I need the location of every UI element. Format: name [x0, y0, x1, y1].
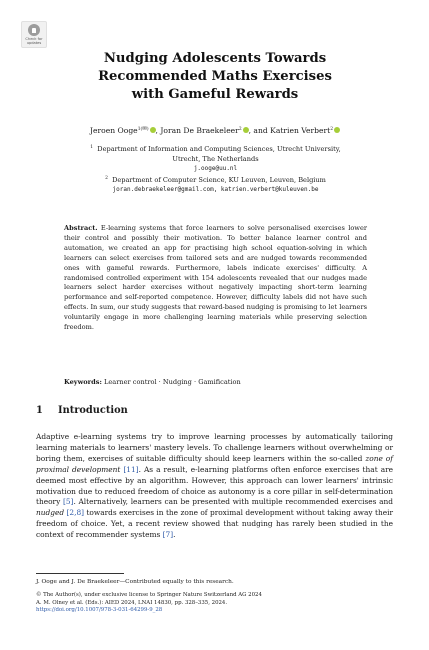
abstract-text: E-learning systems that force learners to solve personalised exercises lower their control and possibly their motivation. To better balance learner control and automation, we created an app for practising high school equation-solving in which learners can select exercises from tailored sets and are nudged towards recommended ones with gameful rewards. Furthermore, labels indicate exercises' difficulty. A randomised controlled experiment with 154 adolescents revealed that our nudges made learners select harder exercises without negatively impacting short-term learning performance and self-reported competence. However, difficulty labels did not have such effects. In sum, our study suggests that reward-based nudging is promising to let learners voluntarily engage in more challenging learning materials while preserving selection freedom.	[64, 224, 367, 332]
section-number: 1	[36, 405, 43, 416]
body-paragraph: Adaptive e-learning systems try to improve learning processes by automatically tailoring learning materials to learners' mastery levels. To challenge learners without overwhelming or boring them, exercises of suitable difficulty should keep learners within the so-called zone of proximal development [11]. As a result, e-learning platforms often enforce exercises that are deemed most effective by an algorithm. However, this approach can lower learners' intrinsic motivation due to reduced freedom of choice as autonomy is a core pillar in self-determination theory [5]. Alternatively, learners can be presented with multiple recommended exercises and nudged [2,8] towards exercises in the zone of proximal development without taking away their freedom of choice. Yet, a recent review showed that nudging has rarely been studied in the context of recommender systems [7].	[36, 432, 394, 540]
copyright-block	[36, 592, 393, 615]
author-superscript: 2	[238, 127, 242, 132]
abstract-label: Abstract.	[64, 224, 98, 232]
author-name: Katrien Verbert	[270, 126, 331, 135]
email-address[interactable]: j.ooge@uu.nl	[193, 165, 238, 173]
author-name: Joran De Braekeleer	[160, 126, 239, 135]
citation-link[interactable]: [5]	[62, 497, 74, 507]
citation-link[interactable]: [2,8]	[66, 508, 85, 518]
footnote: J. Ooge and J. De Braekeleer—Contributed equally to this research.	[36, 579, 234, 585]
title-line: Recommended Maths Exercises	[98, 69, 332, 84]
paper-title	[70, 50, 360, 104]
abstract	[64, 224, 367, 333]
check-for-updates-badge[interactable]	[21, 21, 47, 48]
email-address[interactable]: joran.debraekeleer@gmail.com, katrien.verbert@kuleuven.be	[112, 186, 319, 194]
title-line: Nudging Adolescents Towards	[103, 51, 327, 66]
affiliation-text: Department of Information and Computing Sciences, Utrecht University,	[97, 145, 341, 153]
badge-label: Check for updates	[25, 37, 43, 45]
citation-link[interactable]: [7]	[162, 530, 174, 540]
affiliation-text: Department of Computer Science, KU Leuven, Leuven, Belgium	[112, 175, 326, 184]
section-title: Introduction	[58, 405, 128, 416]
emphasis: zone of proximal development	[36, 453, 393, 474]
affiliation-text: Utrecht, The Netherlands	[172, 154, 259, 163]
envelope-icon: ✉	[142, 126, 147, 132]
bookmark-icon	[28, 24, 40, 36]
affiliation-number: 2	[105, 175, 108, 181]
title-line: with Gameful Rewards	[131, 87, 299, 102]
keywords-label: Keywords:	[64, 378, 102, 386]
citation-link[interactable]: [11]	[123, 464, 139, 474]
copyright-line: © The Author(s), under exclusive license to Springer Nature Switzerland AG 2024	[36, 592, 262, 598]
affiliations	[48, 143, 383, 195]
affiliation-number: 1	[90, 145, 94, 150]
author-name: Jeroen Ooge	[89, 126, 138, 135]
doi-link[interactable]: https://doi.org/10.1007/978-3-031-64299-9_28	[36, 607, 163, 614]
keywords-text: Learner control · Nudging · Gamification	[104, 378, 241, 386]
emphasis: nudged	[36, 508, 65, 518]
citation-info: A. M. Olney et al. (Eds.): AIED 2024, LNAI 14830, pp. 328–335, 2024.	[36, 599, 228, 606]
author-superscript: 2	[330, 127, 333, 132]
orcid-icon[interactable]	[334, 127, 340, 133]
author-list: Jeroen Ooge$^{1(✉)}$ , Joran De Braekeleer$^2$ , and Katrien Verbert$^2$	[30, 124, 400, 136]
keywords	[64, 378, 367, 388]
section-heading	[36, 404, 396, 417]
footnote-divider	[36, 573, 124, 574]
author-superscript: 1(✉)	[137, 126, 149, 132]
